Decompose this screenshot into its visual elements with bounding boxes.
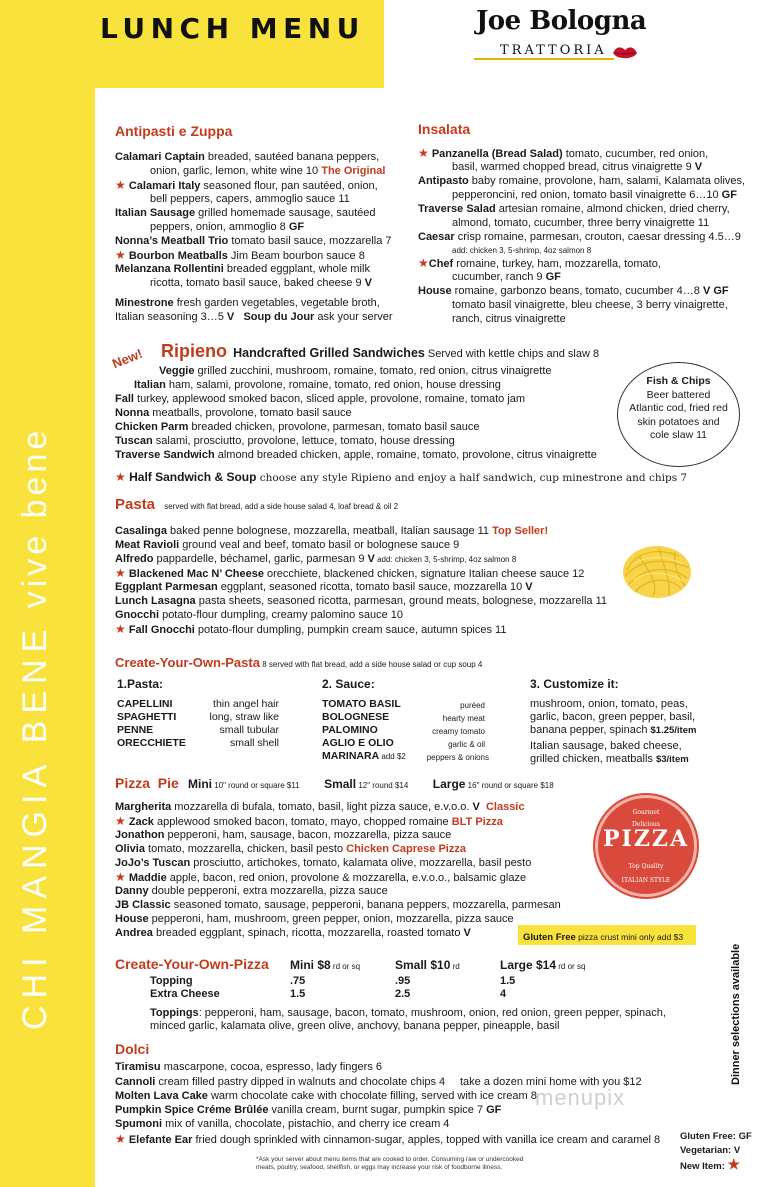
badge-quality-text: Top Quality (628, 863, 664, 870)
cyo-pizza-size-small: Small $10 rd (395, 958, 460, 972)
insalata-line-13: ranch, citrus vinaigrette (452, 313, 566, 325)
slogan-strong: CHI MANGIA BENE (16, 622, 54, 1030)
insalata-line-5: Traverse Salad artesian romaine, almond chicken, dried cherry, (418, 203, 730, 215)
cyo-pasta-col3-title: 3. Customize it: (530, 677, 619, 691)
cyo-pizza-row-topping-small: .95 (395, 975, 411, 987)
cyo-pizza-size-mini: Mini $8 rd or sq (290, 958, 361, 972)
customize-line-3: banana pepper, spinach $1.25/item (530, 724, 697, 736)
badge-top-text: Gourmet (632, 809, 660, 816)
customize-line-5: grilled chicken, meatballs $3/item (530, 753, 689, 765)
legend-new-item: New Item: ★ (680, 1156, 741, 1172)
antipasti-line-1: Calamari Captain breaded, sautéed banana peppers, (115, 151, 380, 163)
logo-subtitle: TRATTORIA (500, 43, 607, 58)
pasta-line-1: Casalinga baked penne bolognese, mozzarella, meatball, Italian sausage 11 Top Seller! (115, 525, 549, 537)
cyo-pasta-col1-title: 1.Pasta: (117, 677, 164, 691)
new-star-icon: ★ (115, 566, 126, 580)
antipasti-line-4: bell peppers, capers, ammoglio sauce 11 (150, 193, 350, 205)
pasta-choice-desc: thin angel hair (213, 698, 279, 710)
vertical-slogan (16, 30, 54, 1030)
pizza-line-4: Olivia tomato, mozzarella, chicken, basil pesto Chicken Caprese Pizza (115, 843, 466, 855)
pasta-line-7: Gnocchi potato-flour dumpling, creamy palomino sauce 10 (115, 609, 403, 621)
section-antipasti-title: Antipasti e Zuppa (115, 123, 233, 139)
pasta-nest-illustration (619, 536, 695, 604)
insalata-line-6: almond, tomato, cucumber, three berry vinaigrette 11 (452, 217, 710, 229)
antipasti-line-8: ★ Bourbon Meatballs Jim Beam bourbon sauce 8 (115, 248, 365, 262)
antipasti-line-10: ricotta, tomato basil sauce, baked cheese 9 V (150, 277, 372, 289)
badge-word: PIZZA (602, 826, 690, 852)
cyo-pizza-row-cheese-label: Extra Cheese (150, 988, 220, 1000)
cyo-pizza-row-topping-large: 1.5 (500, 975, 516, 987)
ripieno-line-5: Chicken Parm breaded chicken, provolone, parmesan, tomato basil sauce (115, 421, 480, 433)
sauce-choice-name: TOMATO BASIL (322, 698, 401, 710)
ripieno-line-4: Nonna meatballs, provolone, tomato basil sauce (115, 407, 352, 419)
cyo-pizza-row-cheese-large: 4 (500, 988, 507, 1000)
fish-and-chips-callout: Fish & Chips Beer battered Atlantic cod, fried red skin potatoes and cole slaw 11 (617, 362, 740, 467)
sauce-choice-desc: garlic & oil (448, 740, 485, 749)
pizza-badge (595, 795, 697, 897)
new-label: New! (110, 345, 145, 372)
dolci-line-4: Pumpkin Spice Créme Brûlée vanilla cream, burnt sugar, pumpkin spice 7 GF (115, 1104, 502, 1116)
ripieno-header: Ripieno Handcrafted Grilled Sandwiches Served with kettle chips and slaw 8 (161, 341, 600, 361)
antipasti-line-7: Nonna’s Meatball Trio tomato basil sauce, mozzarella 7 (115, 235, 392, 247)
food-safety-disclaimer: *Ask your server about menu items that are cooked to order. Consuming raw or undercooked meats, poultry, seafood, shellfish, or eggs may increase your risk of foodborne illness. (256, 1156, 524, 1171)
insalata-line-8: add: chicken 3, 5-shrimp, 4oz salmon 8 (452, 246, 592, 255)
section-dolci-title: Dolci (115, 1041, 150, 1057)
pizza-line-10: Andrea breaded eggplant, spinach, ricotta, mozzarella, roasted tomato V (115, 927, 471, 939)
lips-icon (612, 44, 638, 62)
insalata-line-12: tomato basil vinaigrette, bleu cheese, 3 berry vinaigrette, (452, 299, 728, 311)
sauce-choice-desc: puréed (460, 701, 485, 710)
ripieno-line-6: Tuscan salami, prosciutto, provolone, lettuce, tomato, house dressing (115, 435, 455, 447)
customize-line-2: garlic, bacon, green pepper, basil, (530, 711, 696, 723)
insalata-line-2: basil, warmed chopped bread, citrus vinaigrette 9 V (452, 161, 703, 173)
sauce-choice-desc: peppers & onions (426, 753, 489, 762)
antipasti-line-2: onion, garlic, lemon, white wine 10 The Original (150, 165, 386, 177)
ripieno-line-7: Traverse Sandwich almond breaded chicken, apple, romaine, tomato, provolone, citrus vinaigrette (115, 449, 597, 461)
sauce-choice-desc: hearty meat (442, 714, 485, 723)
section-cyo-pizza-title: Create-Your-Own-Pizza (115, 956, 269, 972)
new-star-icon: ★ (115, 178, 126, 192)
legend-vegetarian: Vegetarian: V (680, 1145, 741, 1156)
ripieno-line-1: Veggie grilled zucchini, mushroom, romaine, tomato, red onion, citrus vinaigrette (159, 365, 552, 377)
antipasti-line-5: Italian Sausage grilled homemade sausage, sautéed (115, 207, 376, 219)
toppings-line-1: Toppings: pepperoni, ham, sausage, bacon, tomato, mushroom, onion, red onion, green pepper, spinach, (150, 1007, 666, 1019)
gluten-free-callout: Gluten Free pizza crust mini only add $3 (518, 925, 696, 945)
pasta-choice-name: ORECCHIETE (117, 737, 186, 749)
insalata-line-11: House romaine, garbonzo beans, tomato, cucumber 4…8 V GF (418, 285, 729, 297)
pasta-choice-desc: small shell (229, 737, 279, 749)
pasta-choice-name: PENNE (117, 724, 154, 736)
new-star-icon: ★ (727, 1156, 741, 1172)
pasta-line-4: ★ Blackened Mac N’ Cheese orecchiete, blackened chicken, signature Italian cheese sauce 12 (115, 566, 585, 580)
pizza-line-1: Margherita mozzarella di bufala, tomato, basil, light pizza sauce, e.v.o.o. V Classic (115, 801, 525, 813)
dolci-line-5: Spumoni mix of vanilla, chocolate, pistachio, and cherry ice cream 4 (115, 1118, 450, 1130)
new-star-icon: ★ (115, 1132, 126, 1146)
ripieno-line-2: Italian ham, salami, provolone, romaine, tomato, red onion, house dressing (134, 379, 501, 391)
slogan-light: vive bene (16, 426, 54, 609)
dolci-line-6: ★ Elefante Ear fried dough sprinkled with cinnamon-sugar, apples, topped with vanilla ice cream and caramel 8 (115, 1132, 661, 1146)
page-title: LUNCH MENU (100, 12, 365, 45)
insalata-line-9: ★Chef romaine, turkey, ham, mozzarella, tomato, (418, 256, 661, 270)
pasta-line-6: Lunch Lasagna pasta sheets, seasoned ricotta, parmesan, ground meats, bolognese, mozzarella 11 (115, 595, 608, 607)
cyo-pizza-row-cheese-mini: 1.5 (290, 988, 306, 1000)
pasta-line-2: Meat Ravioli ground veal and beef, tomato basil or bolognese sauce 9 (115, 539, 460, 551)
antipasti-line-3: ★ Calamari Italy seasoned flour, pan sautéed, onion, (115, 178, 378, 192)
cyo-pasta-col2-title: 2. Sauce: (322, 677, 375, 691)
logo-name: Joe Bologna (476, 6, 647, 36)
pizza-line-5: JoJo’s Tuscan prosciutto, artichokes, tomato, kalamata olive, mozzarella, basil pesto (115, 857, 532, 869)
pasta-line-5: Eggplant Parmesan eggplant, seasoned ricotta, tomato basil sauce, mozzarella 10 V (115, 581, 533, 593)
section-pasta-header: Pasta served with flat bread, add a side house salad 4, loaf bread & oil 2 (115, 496, 399, 513)
new-star-icon: ★ (418, 256, 429, 270)
insalata-line-7: Caesar crisp romaine, parmesan, crouton, caesar dressing 4.5…9 (418, 231, 741, 243)
pasta-choice-desc: small tubular (219, 724, 279, 736)
cyo-pizza-row-topping-label: Topping (150, 975, 193, 987)
legend-gluten-free: Gluten Free: GF (680, 1131, 752, 1142)
new-star-icon: ★ (115, 248, 126, 262)
new-star-icon: ★ (115, 622, 126, 636)
sauce-choice-name: BOLOGNESE (322, 711, 390, 723)
pasta-choice-desc: long, straw like (209, 711, 279, 723)
badge-bottom-text: ITALIAN STYLE (621, 877, 671, 884)
section-pizza-header: Pizza Pie Mini 10" round or square $11 Small 12" round $14 Large 16" round or square $18 (115, 775, 554, 791)
antipasti-line-6: peppers, onion, ammoglio 8 GF (150, 221, 305, 233)
pasta-line-3: Alfredo pappardelle, béchamel, garlic, parmesan 9 V add: chicken 3, 5-shrimp, 4oz salmon 8 (115, 553, 517, 565)
sauce-choice-name: MARINARA add $2 (322, 750, 406, 762)
insalata-line-1: ★ Panzanella (Bread Salad) tomato, cucumber, red onion, (418, 146, 709, 160)
antipasti-line-12: Italian seasoning 3…5 V Soup du Jour ask your server (115, 311, 393, 323)
pizza-line-2: ★ Zack applewood smoked bacon, tomato, mayo, chopped romaine BLT Pizza (115, 814, 503, 828)
insalata-line-3: Antipasto baby romaine, provolone, ham, salami, Kalamata olives, (418, 175, 746, 187)
antipasti-line-9: Melanzana Rollentini breaded eggplant, whole milk (115, 263, 370, 275)
cyo-pizza-size-large: Large $14 rd or sq (500, 958, 586, 972)
cyo-pizza-row-cheese-small: 2.5 (395, 988, 411, 1000)
pizza-line-8: JB Classic seasoned tomato, sausage, pepperoni, banana peppers, mozzarella, parmesan (115, 899, 561, 911)
pizza-line-3: Jonathon pepperoni, ham, sausage, bacon, mozzarella, pizza sauce (115, 829, 452, 841)
new-star-icon: ★ (115, 814, 126, 828)
badge-mid-text: Delicious (631, 821, 661, 828)
customize-line-4: Italian sausage, baked cheese, (530, 740, 682, 752)
section-cyo-pasta-header: Create-Your-Own-Pasta 8 served with flat bread, add a side house salad or cup soup 4 (115, 655, 483, 670)
customize-line-1: mushroom, onion, tomato, peas, (530, 698, 688, 710)
new-star-icon: ★ (418, 146, 429, 160)
dolci-line-2-extra: take a dozen mini home with you $12 (460, 1076, 642, 1088)
insalata-line-4: pepperoncini, red onion, tomato basil vinaigrette 6…10 GF (452, 189, 737, 201)
pasta-choice-name: SPAGHETTI (117, 711, 177, 723)
section-insalata-title: Insalata (418, 121, 471, 137)
toppings-line-2: minced garlic, kalamata olive, green olive, anchovy, banana pepper, pineapple, basil (150, 1020, 560, 1032)
cyo-pizza-row-topping-mini: .75 (290, 975, 306, 987)
ripieno-half-sandwich: ★ Half Sandwich & Soup choose any style Ripieno and enjoy a half sandwich, cup minestrone and chips 7 (115, 470, 688, 484)
pizza-line-9: House pepperoni, ham, mushroom, green pepper, onion, mozzarella, pizza sauce (115, 913, 514, 925)
pasta-choice-name: CAPELLINI (117, 698, 173, 710)
sauce-choice-desc: creamy tomato (432, 727, 485, 736)
new-star-icon: ★ (115, 470, 126, 484)
sauce-choice-name: PALOMINO (322, 724, 378, 736)
dolci-line-3: Molten Lava Cake warm chocolate cake with chocolate filling, served with ice cream 8 (115, 1090, 537, 1102)
ripieno-line-3: Fall turkey, applewood smoked bacon, sliced apple, provolone, romaine, tomato jam (115, 393, 526, 405)
pasta-line-8: ★ Fall Gnocchi potato-flour dumpling, pumpkin cream sauce, autumn spices 11 (115, 622, 507, 636)
dinner-selections-note: Dinner selections available (730, 943, 742, 1085)
antipasti-line-11: Minestrone fresh garden vegetables, vegetable broth, (115, 297, 380, 309)
sauce-choice-name: AGLIO E OLIO (322, 737, 394, 749)
insalata-line-10: cucumber, ranch 9 GF (452, 271, 561, 283)
pizza-line-7: Danny double pepperoni, extra mozzarella, pizza sauce (115, 885, 388, 897)
new-star-icon: ★ (115, 870, 126, 884)
pizza-line-6: ★ Maddie apple, bacon, red onion, provolone & mozzarella, e.v.o.o., balsamic glaze (115, 870, 527, 884)
dolci-line-1: Tiramisu mascarpone, cocoa, espresso, lady fingers 6 (115, 1061, 382, 1073)
watermark: menupix (535, 1085, 626, 1110)
dolci-line-2: Cannoli cream filled pastry dipped in walnuts and chocolate chips 4 (115, 1076, 446, 1088)
